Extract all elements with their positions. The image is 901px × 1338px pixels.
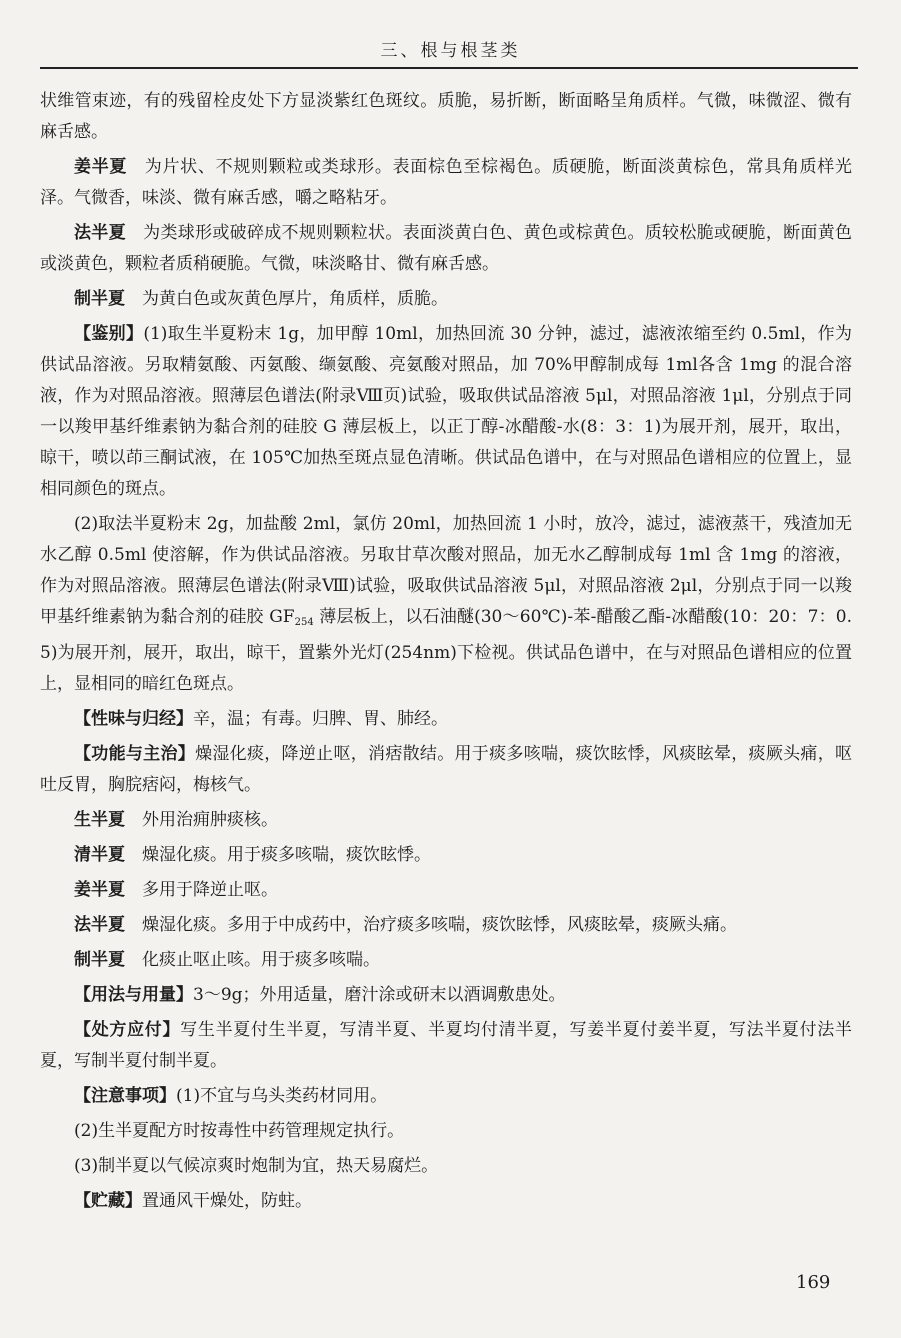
paragraph-jiang-banxia (40, 152, 852, 214)
paragraph-text: 辛，温；有毒。归脾、胃、肺经。 (193, 709, 448, 729)
term-fa-banxia: 法半夏 (74, 223, 126, 243)
term-jiang-banxia: 姜半夏 (74, 880, 125, 900)
paragraph-text: 燥湿化痰。用于痰多咳喘，痰饮眩悸。 (125, 845, 431, 865)
paragraph-text: 置通风干燥处，防蛀。 (142, 1191, 312, 1211)
section-heading-usage: 【用法与用量】 (74, 985, 193, 1005)
section-prescription (40, 1015, 852, 1077)
identification-item-2 (40, 509, 852, 700)
function-qing-banxia (40, 840, 852, 871)
paragraph-text-a: (2)取法半夏粉末 2g，加盐酸 2ml，氯仿 20ml，加热回流 1 小时，放冷，滤过，滤液蒸干，残渣加无水乙醇 0.5ml 使溶解，作为供试品溶液。另取甘草次酸对照品，加无水乙醇制成每 1ml 含 1mg 的溶液，作为对照品溶液。照薄层色谱法(附录Ⅷ)试验，吸取供试品溶液 5μl，对照品溶液 2μl，分别点于同一以羧甲基纤维素钠为黏合剂的硅胶 GF (40, 514, 852, 627)
section-nature-meridian (40, 704, 852, 735)
function-jiang-banxia (40, 875, 852, 906)
paragraph-fa-banxia (40, 218, 852, 280)
paragraph-text: 为片状、不规则颗粒或类球形。表面棕色至棕褐色。质硬脆，断面淡黄棕色，常具角质样光泽。气微香，味淡、微有麻舌感，嚼之略粘牙。 (40, 157, 852, 208)
subscript: 254 (294, 617, 314, 628)
function-fa-banxia (40, 910, 852, 941)
section-heading-function: 【功能与主治】 (74, 744, 196, 764)
paragraph-text: 为黄白色或灰黄色厚片，角质样，质脆。 (125, 289, 448, 309)
function-zhi-banxia (40, 945, 852, 976)
running-head: 三、根与根茎类 (380, 41, 521, 61)
term-sheng-banxia: 生半夏 (74, 810, 125, 830)
term-fa-banxia: 法半夏 (74, 915, 125, 935)
paragraph-text: 化痰止呕止咳。用于痰多咳喘。 (125, 950, 380, 970)
paragraph-text: 3～9g；外用适量，磨汁涂或研末以酒调敷患处。 (193, 985, 566, 1005)
paragraph-text: 多用于降逆止呕。 (125, 880, 278, 900)
paragraph-text: 为类球形或破碎成不规则颗粒状。表面淡黄白色、黄色或棕黄色。质较松脆或硬脆，断面黄色或淡黄色，颗粒者质稍硬脆。气微，味淡略甘、微有麻舌感。 (40, 223, 853, 274)
paragraph-text: 燥湿化痰，降逆止呕，消痞散结。用于痰多咳喘，痰饮眩悸，风痰眩晕，痰厥头痛，呕吐反胃，胸脘痞闷，梅核气。 (40, 744, 853, 795)
section-heading-nature: 【性味与归经】 (74, 709, 193, 729)
section-heading-storage: 【贮藏】 (74, 1191, 142, 1211)
term-qing-banxia: 清半夏 (74, 845, 125, 865)
section-usage-dosage (40, 980, 852, 1011)
paragraph-text: 燥湿化痰。多用于中成药中，治疗痰多咳喘，痰饮眩悸，风痰眩晕，痰厥头痛。 (125, 915, 737, 935)
section-function-indication (40, 739, 852, 801)
paragraph-text: 外用治痈肿痰核。 (125, 810, 278, 830)
section-heading-identification: 【鉴别】 (74, 324, 144, 344)
page-body (40, 86, 852, 1221)
paragraph-text: (1)不宜与乌头类药材同用。 (176, 1086, 388, 1106)
section-heading-prescription: 【处方应付】 (74, 1020, 181, 1040)
section-heading-precautions: 【注意事项】 (74, 1086, 176, 1106)
paragraph-text-b: 薄层板上，以石油醚(30～60℃)-苯-醋酸乙酯-冰醋酸(10：20：7：0.5)为展开剂，展开，取出，晾干，置紫外光灯(254nm)下检视。供试品色谱中，在与对照品色谱相应的位置上，显相同的暗红色斑点。 (40, 607, 852, 694)
term-jiang-banxia: 姜半夏 (74, 157, 128, 177)
paragraph-continued: 状维管束迹，有的残留栓皮处下方显淡紫红色斑纹。质脆，易折断，断面略呈角质样。气微，味微涩、微有麻舌感。 (40, 91, 852, 142)
paragraph-text: 写生半夏付生半夏，写清半夏、半夏均付清半夏，写姜半夏付姜半夏，写法半夏付法半夏，写制半夏付制半夏。 (40, 1020, 852, 1071)
function-sheng-banxia (40, 805, 852, 836)
precaution-item-3: (3)制半夏以气候凉爽时炮制为宜，热天易腐烂。 (74, 1156, 439, 1176)
section-storage (40, 1186, 852, 1217)
section-precautions (40, 1081, 852, 1112)
paragraph-zhi-banxia (40, 284, 852, 315)
header-rule (40, 67, 858, 69)
precaution-item-2: (2)生半夏配方时按毒性中药管理规定执行。 (74, 1121, 405, 1141)
term-zhi-banxia: 制半夏 (74, 950, 125, 970)
term-zhi-banxia: 制半夏 (74, 289, 125, 309)
paragraph-text: (1)取生半夏粉末 1g，加甲醇 10ml，加热回流 30 分钟，滤过，滤液浓缩至约 0.5ml，作为供试品溶液。另取精氨酸、丙氨酸、缬氨酸、亮氨酸对照品，加 70%甲醇制成每 1ml各含 1mg 的混合溶液，作为对照品溶液。照薄层色谱法(附录Ⅷ页)试验，吸取供试品溶液 5μl，对照品溶液 1μl，分别点于同一以羧甲基纤维素钠为黏合剂的硅胶 G 薄层板上，以正丁醇-冰醋酸-水(8：3：1)为展开剂，展开，取出，晾干，喷以茚三酮试液，在 105℃加热至斑点显色清晰。供试品色谱中，在与对照品色谱相应的位置上，显相同颜色的斑点。 (40, 324, 852, 499)
page-number: 169 (796, 1272, 831, 1293)
section-identification (40, 319, 852, 505)
